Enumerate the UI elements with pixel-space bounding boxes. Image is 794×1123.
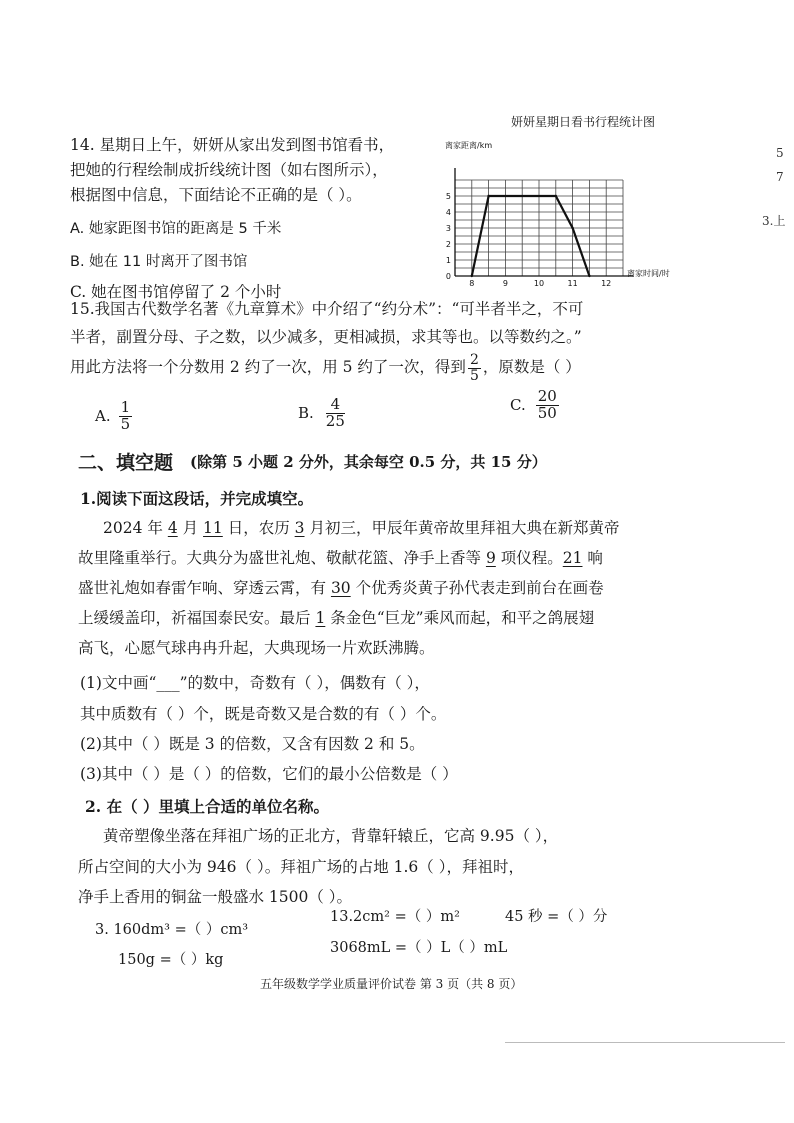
- fill3-item-c: 45 秒 =（ ）分: [505, 909, 608, 925]
- q15-option-b-fraction: [326, 397, 345, 430]
- q14-line1: 14. 星期日上午，妍妍从家出发到图书馆看书，: [70, 136, 395, 154]
- text-span: 项仪程。: [495, 549, 563, 567]
- x-tick-label: 12: [601, 279, 612, 288]
- underlined-number: 11: [203, 519, 223, 537]
- q15-option-c-label: C.: [510, 396, 526, 415]
- x-tick-label: 10: [533, 279, 545, 288]
- q15-result-denominator: 5: [469, 367, 479, 384]
- chart-grid: [455, 180, 623, 276]
- q14-option-a: A. 她家距图书馆的距离是 5 千米: [70, 221, 282, 237]
- q15-line1: 15.我国古代数学名著《九章算术》中介绍了“约分术”：“可半者半之，不可: [70, 300, 584, 318]
- fill1-sub3: (3)其中（ ）是（ ）的倍数，它们的最小公倍数是（ ）: [80, 765, 458, 783]
- text-span: 故里隆重举行。大典分为盛世礼炮、敬献花篮、净手上香等: [78, 549, 486, 567]
- text-span: 响: [582, 549, 603, 567]
- text-span: 月: [177, 519, 204, 537]
- q15-option-a-denominator: 5: [120, 414, 131, 433]
- x-tick-label: 8: [469, 279, 475, 288]
- q14-line3: 根据图中信息，下面结论不正确的是（ ）。: [70, 186, 362, 204]
- section2-note: (除第 5 小题 2 分外，其余每空 0.5 分，共 15 分）: [190, 453, 547, 471]
- fill1-para-line1: [103, 521, 619, 537]
- data-point: [555, 195, 557, 197]
- underlined-number: 3: [294, 519, 305, 537]
- chart-x-ticks: [469, 279, 611, 288]
- fill3-item-e: 150g =（ ）kg: [118, 952, 224, 968]
- data-point: [487, 195, 489, 197]
- chart-title: 妍妍星期日看书行程统计图: [510, 115, 656, 129]
- q14-option-b: B. 她在 11 时离开了图书馆: [70, 254, 248, 270]
- q15-option-c: [510, 389, 559, 422]
- chart-y-ticks: [446, 192, 451, 281]
- q15-option-b: [298, 397, 345, 430]
- fill1-title: 1.阅读下面这段话，并完成填空。: [80, 489, 314, 508]
- edge-fragment-1: 5: [776, 146, 784, 160]
- fill1-para-line3: [78, 581, 604, 597]
- text-span: 个优秀炎黄子孙代表走到前台在画卷: [350, 579, 604, 597]
- q15-option-b-denominator: 25: [325, 411, 345, 430]
- data-point: [471, 275, 473, 277]
- q15-result-fraction: [468, 353, 481, 383]
- fill2-line2: 所占空间的大小为 946（ ）。拜祖广场的占地 1.6（ ），拜祖时，: [78, 858, 524, 876]
- chart-ylabel: 离家距离/km: [445, 141, 493, 150]
- text-span: 条金色“巨龙”乘风而起，和平之鸽展翅: [325, 609, 595, 627]
- text-span: 盛世礼炮如春雷乍响、穿透云霄，有: [78, 579, 331, 597]
- fill3-item-a: 3. 160dm³ =（ ）cm³: [95, 922, 249, 938]
- underlined-number: 9: [485, 549, 496, 567]
- data-point: [571, 227, 573, 229]
- text-span: 上缓缓盖印，祈福国泰民安。最后: [78, 609, 316, 627]
- q15-option-c-numerator: 20: [537, 387, 557, 405]
- fill2-title: 2. 在（ ）里填上合适的单位名称。: [85, 797, 329, 816]
- underlined-number: 1: [315, 609, 326, 627]
- fill2-line3: 净手上香用的铜盆一般盛水 1500（ ）。: [78, 888, 353, 906]
- q15-option-b-label: B.: [298, 404, 314, 423]
- edge-fragment-2: 7: [776, 170, 784, 184]
- y-tick-label: 2: [445, 240, 451, 249]
- line-chart: [425, 110, 695, 288]
- fill1-para-line4: [78, 611, 594, 627]
- text-span: 月初三，甲辰年黄帝故里拜祖大典在新郑黄帝: [304, 519, 620, 537]
- q15-option-c-fraction: [536, 389, 559, 422]
- q15-option-c-denominator: 50: [537, 403, 557, 422]
- q15-option-a-fraction: [119, 400, 133, 433]
- q15-option-a-numerator: 1: [120, 398, 131, 416]
- q15-option-a-label: A.: [95, 407, 111, 426]
- underlined-number: 21: [562, 549, 583, 567]
- page-footer: 五年级数学学业质量评价试卷 第 3 页（共 8 页）: [260, 977, 523, 991]
- q15-option-b-numerator: 4: [326, 397, 345, 414]
- text-span: 2024 年: [103, 519, 168, 537]
- fill1-para-line2: [78, 551, 603, 567]
- y-tick-label: 4: [445, 208, 451, 217]
- section2-heading: 二、填空题: [78, 452, 174, 474]
- fill3-item-d: 3068mL =（ ）L（ ）mL: [330, 940, 508, 956]
- data-point: [588, 275, 590, 277]
- fill2-line1: 黄帝塑像坐落在拜祖广场的正北方，背靠轩辕丘，它高 9.95（ ），: [103, 827, 559, 845]
- underlined-number: 4: [167, 519, 178, 537]
- y-tick-label: 3: [445, 224, 451, 233]
- q15-line3: [70, 348, 581, 388]
- q15-line3-text: 用此方法将一个分数用 2 约了一次，用 5 约了一次，得到: [70, 358, 466, 377]
- chart-xlabel: 离家时间/时: [627, 269, 670, 278]
- x-tick-label: 11: [567, 279, 578, 288]
- y-tick-label: 5: [445, 192, 451, 201]
- fill1-sub1-line1: (1)文中画“___”的数中，奇数有（ ），偶数有（ ），: [80, 674, 430, 692]
- q15-option-a: [95, 400, 132, 433]
- y-tick-label: 0: [445, 272, 451, 281]
- underlined-number: 30: [330, 579, 351, 597]
- q15-result-numerator: 2: [469, 351, 479, 368]
- fill3-item-b: 13.2cm² =（ ）m²: [330, 909, 460, 925]
- q15-line3-tail: ，原数是（ ）: [482, 358, 581, 377]
- text-span: 日，农历: [222, 519, 295, 537]
- y-tick-label: 1: [445, 256, 451, 265]
- footer-rule: [505, 1042, 785, 1043]
- fill1-sub1-line2: 其中质数有（ ）个，既是奇数又是合数的有（ ）个。: [80, 705, 447, 723]
- q14-option-c: C. 她在图书馆停留了 2 个小时: [70, 283, 282, 301]
- edge-fragment-3: 3.上: [762, 214, 786, 228]
- fill1-sub2: (2)其中（ ）既是 3 的倍数，又含有因数 2 和 5。: [80, 735, 425, 753]
- x-tick-label: 9: [502, 279, 508, 288]
- q15-line2: 半者，副置分母、子之数，以少减多，更相减损，求其等也。以等数约之。”: [70, 328, 582, 346]
- q14-line2: 把她的行程绘制成折线统计图（如右图所示），: [70, 161, 388, 179]
- fill1-para-line5: 高飞，心愿气球冉冉升起，大典现场一片欢跃沸腾。: [78, 639, 435, 657]
